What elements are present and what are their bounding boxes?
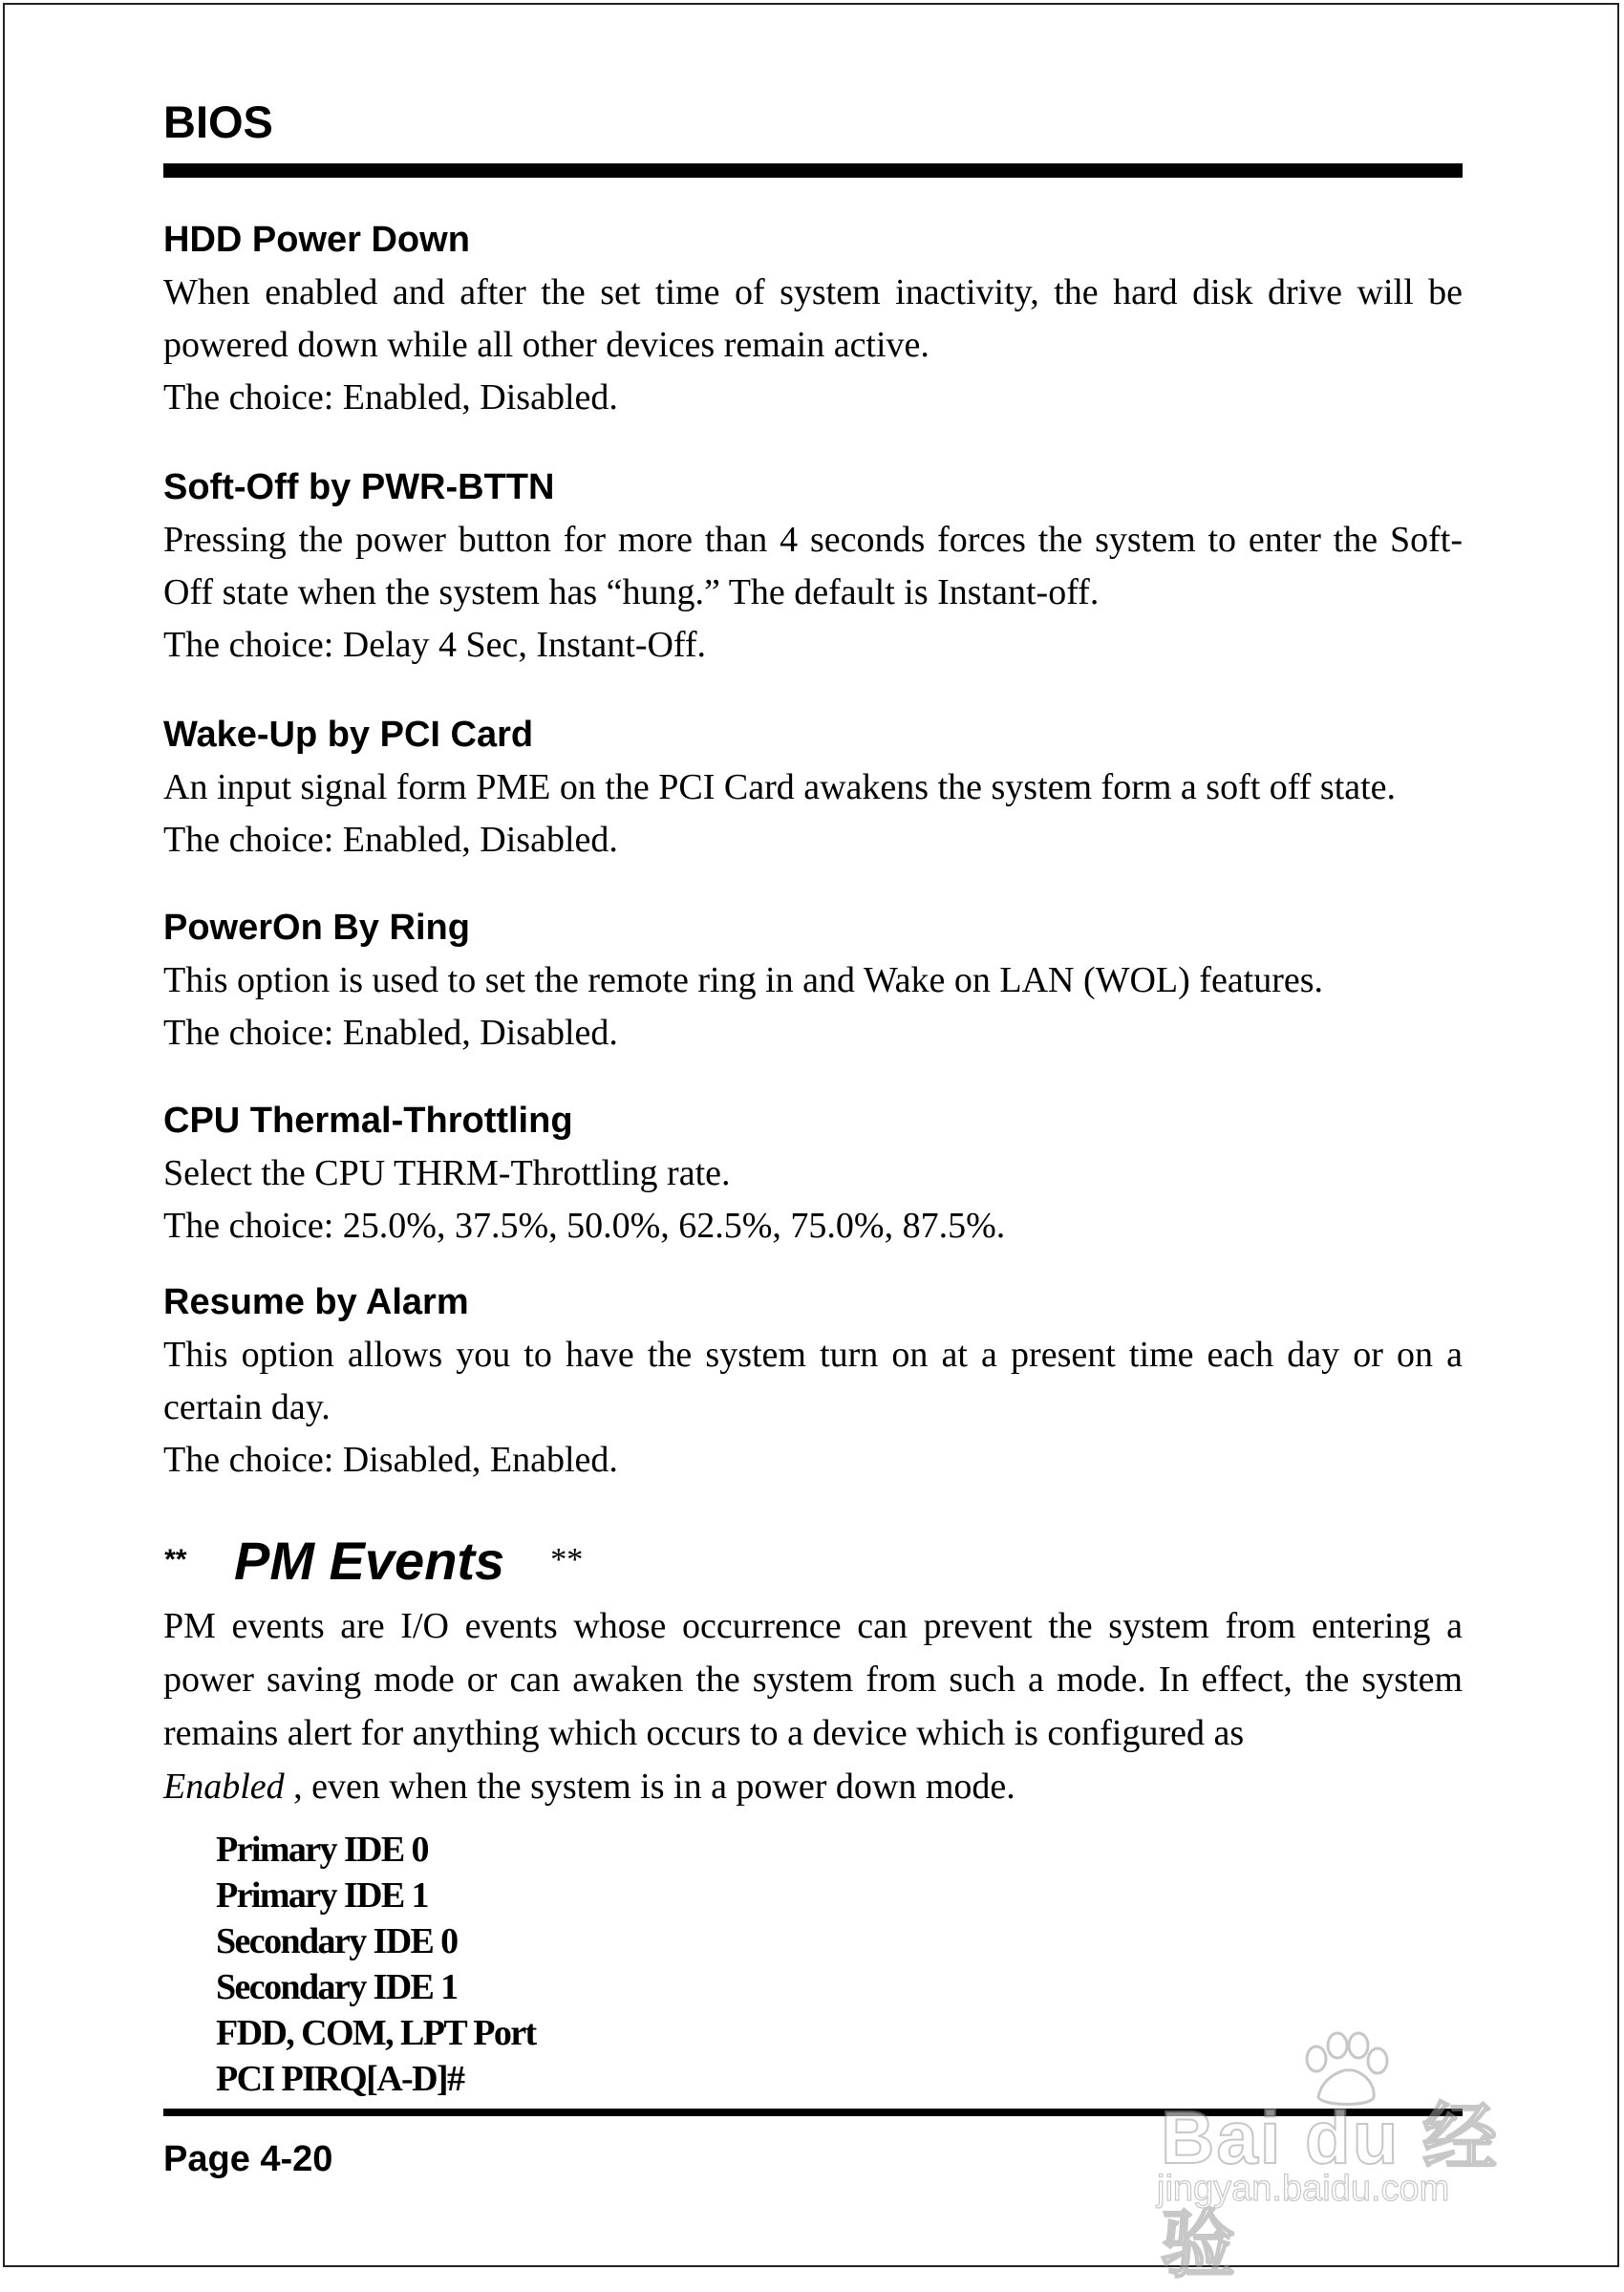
section-description: When enabled and after the set time of system inactivity, the hard disk drive will be powered down while all other devices remain active. [163, 272, 1463, 365]
list-item: PCI PIRQ[A-D]# [216, 2059, 464, 2099]
pm-events-heading [163, 1527, 1463, 1594]
watermark-brand: Bai du 经验 [1161, 2095, 1500, 2286]
section-description: This option allows you to have the system turn on at a present time each day or on a certain day. [163, 1335, 1463, 1427]
section-wake-up-by-pci-card [163, 708, 1463, 867]
list-item: FDD, COM, LPT Port [216, 2013, 536, 2053]
list-item: Primary IDE 0 [216, 1830, 428, 1870]
section-title: PowerOn By Ring [163, 908, 470, 948]
pm-events-text-italic: Enabled [163, 1767, 285, 1807]
header-rule [163, 163, 1463, 178]
content [163, 213, 1463, 2102]
list-item: Secondary IDE 1 [216, 1967, 458, 2007]
section-choice: The choice: 25.0%, 37.5%, 50.0%, 62.5%, 75.0%, 87.5%. [163, 1206, 1006, 1246]
section-soft-off-by-pwr-bttn [163, 461, 1463, 672]
list-item: Secondary IDE 0 [216, 1921, 458, 1961]
section-hdd-power-down [163, 213, 1463, 424]
page-header-title: BIOS [163, 96, 273, 147]
section-title: Resume by Alarm [163, 1282, 469, 1322]
section-choice: The choice: Enabled, Disabled. [163, 377, 618, 418]
pm-events-description [163, 1599, 1463, 1813]
section-choice: The choice: Delay 4 Sec, Instant-Off. [163, 625, 707, 665]
pm-events-list [216, 1827, 1463, 2102]
section-description: This option is used to set the remote ring in and Wake on LAN (WOL) features. [163, 960, 1324, 1000]
section-choice: The choice: Disabled, Enabled. [163, 1440, 618, 1480]
section-poweron-by-ring [163, 901, 1463, 1060]
section-cpu-thermal-throttling [163, 1094, 1463, 1253]
footer-rule [163, 2109, 1463, 2116]
section-resume-by-alarm [163, 1275, 1463, 1487]
pm-events-title: PM Events [234, 1530, 505, 1591]
list-item: Primary IDE 1 [216, 1875, 428, 1916]
section-description: Select the CPU THRM-Throttling rate. [163, 1153, 731, 1193]
pm-events-text-before: PM events are I/O events whose occurrence can prevent the system from entering a power saving mode or can awaken the system from such a mode. In effect, the system remains alert for anything which occurs to a device which is configured as [163, 1606, 1463, 1753]
section-title: Wake-Up by PCI Card [163, 715, 534, 755]
section-choice: The choice: Enabled, Disabled. [163, 1013, 618, 1053]
section-description: Pressing the power button for more than 4 seconds forces the system to enter the Soft-Off state when the system has “hung.” The default is Instant-off. [163, 520, 1463, 612]
section-title: CPU Thermal-Throttling [163, 1101, 573, 1141]
watermark-url: jingyan.baidu.com [1157, 2169, 1450, 2209]
section-choice: The choice: Enabled, Disabled. [163, 820, 618, 860]
heading-stars-right: ** [550, 1542, 584, 1577]
page-number: Page 4-20 [163, 2139, 333, 2179]
section-title: HDD Power Down [163, 220, 470, 260]
heading-stars-left: ** [163, 1544, 186, 1575]
document-page [163, 0, 1463, 2274]
pm-events-text-after: , even when the system is in a power down mode. [284, 1767, 1015, 1807]
section-description: An input signal form PME on the PCI Card awakens the system form a soft off state. [163, 767, 1397, 807]
section-title: Soft-Off by PWR-BTTN [163, 467, 555, 507]
